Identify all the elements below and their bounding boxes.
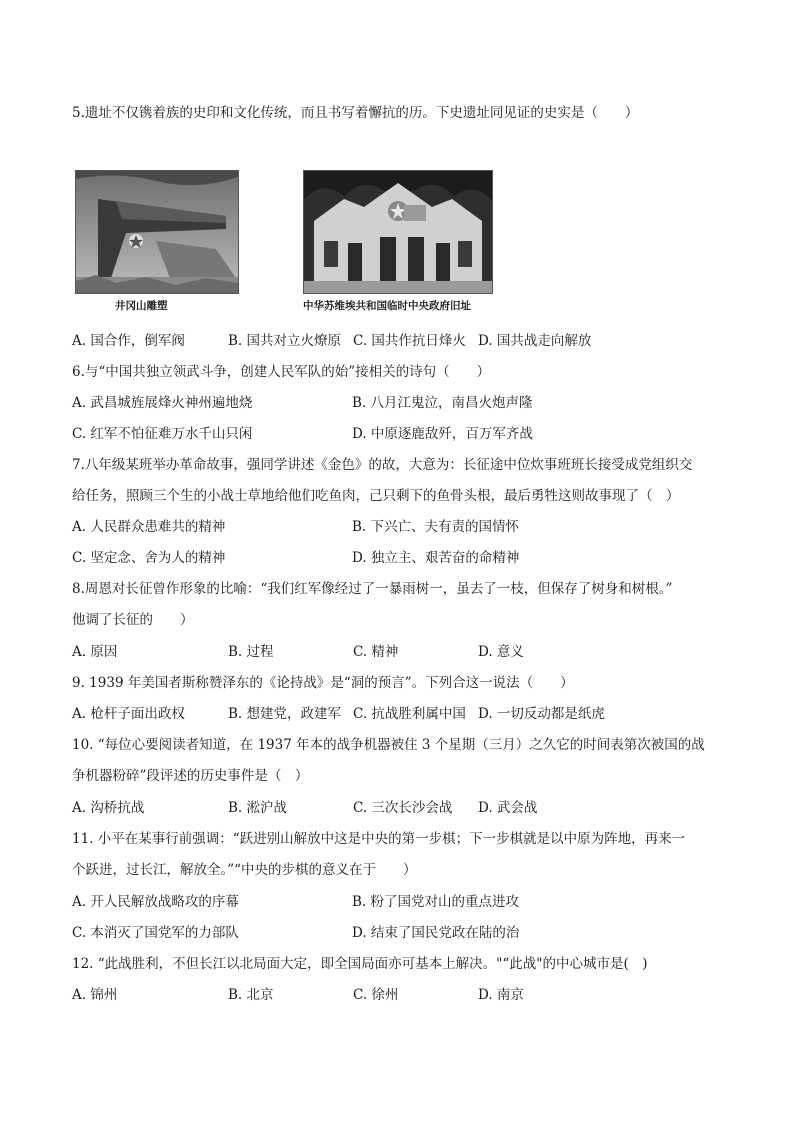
- q10-stem-line1: 10. “每位心要阅读者知道，在 1937 年本的战争机器被住 3 个星期（三月）之久它的时间表第次被国的战: [72, 737, 705, 753]
- q11-stem-line2: 个跃进，过长江，解放全。”“中央的步棋的意义在于 ）: [72, 862, 417, 878]
- q5-option-c[interactable]: C. 国共作抗日烽火: [353, 333, 466, 349]
- q6-option-d[interactable]: D. 中原逐鹿敌歼，百万军齐战: [352, 426, 533, 442]
- building-image: [304, 171, 492, 293]
- q7-option-a[interactable]: A. 人民群众患难共的精神: [72, 519, 226, 535]
- q7-option-c[interactable]: C. 坚定念、舍为人的精神: [72, 550, 226, 566]
- q10-option-b[interactable]: B. 淞沪战: [228, 800, 288, 816]
- q5-option-a[interactable]: A. 国合作，倒军阀: [72, 333, 185, 349]
- q11-option-b[interactable]: B. 粉了国党对山的重点进攻: [352, 894, 520, 910]
- q9-option-d[interactable]: D. 一切反动都是纸虎: [478, 706, 605, 722]
- q5-option-b[interactable]: B. 国共对立火燎原: [228, 333, 342, 349]
- q11-option-d[interactable]: D. 结束了国民党政在陆的治: [352, 925, 520, 941]
- q7-option-d[interactable]: D. 独立主、艰苦奋的命精神: [352, 550, 520, 566]
- sculpture-image: [76, 171, 238, 293]
- photo-caption-soviet-site: 中华苏维埃共和国临时中央政府旧址: [303, 300, 471, 312]
- q12-option-d[interactable]: D. 南京: [478, 987, 524, 1003]
- q10-option-d[interactable]: D. 武会战: [478, 800, 538, 816]
- q12-option-c[interactable]: C. 徐州: [353, 987, 399, 1003]
- q9-option-a[interactable]: A. 枪杆子面出政权: [72, 706, 185, 722]
- q6-option-a[interactable]: A. 武昌城旌展烽火神州遍地烧: [72, 395, 253, 411]
- q7-stem-line1: 7.八年级某班举办革命故事，强同学讲述《金色》的故，大意为：长征途中位炊事班班长接受成党组织交: [72, 457, 693, 473]
- q8-option-c[interactable]: C. 精神: [353, 644, 399, 660]
- q9-option-c[interactable]: C. 抗战胜利属中国: [353, 706, 466, 722]
- q11-option-c[interactable]: C. 本消灭了国党军的力部队: [72, 925, 239, 941]
- q8-option-a[interactable]: A. 原因: [72, 644, 118, 660]
- q8-stem-line2: 他调了长征的 ）: [72, 612, 194, 628]
- q10-stem-line2: 争机器粉碎”段评述的历史事件是（ ）: [72, 768, 309, 784]
- q12-option-a[interactable]: A. 锦州: [72, 987, 118, 1003]
- q6-option-b[interactable]: B. 八月江鬼泣，南昌火炮声隆: [352, 395, 533, 411]
- jinggangshan-sculpture-photo: [75, 170, 239, 294]
- q11-stem-line1: 11. 小平在某事行前强调：“跃进别山解放中这是中央的第一步棋；下一步棋就是以中原为阵地，再来一: [72, 831, 686, 847]
- q8-stem-line1: 8.周恩对长征曾作形象的比喻：“我们红军像经过了一暴雨树一，虽去了一枝，但保存了树身和树根。”: [72, 581, 673, 597]
- q9-option-b[interactable]: B. 想建党，政建军: [228, 706, 342, 722]
- q8-option-d[interactable]: D. 意义: [478, 644, 524, 660]
- q7-option-b[interactable]: B. 下兴亡、夫有责的国情怀: [352, 519, 520, 535]
- q6-stem: 6.与“中国共独立领武斗争，创建人民军队的始”接相关的诗句（ ）: [72, 364, 491, 380]
- q10-option-a[interactable]: A. 沟桥抗战: [72, 800, 145, 816]
- soviet-government-site-photo: [303, 170, 493, 294]
- q6-option-c[interactable]: C. 红军不怕征难万水千山只闲: [72, 426, 253, 442]
- photo-caption-jinggangshan: 井冈山雕塑: [115, 300, 168, 312]
- q5-stem: 5.遗址不仅镌着族的史印和文化传统，而且书写着懈抗的历。下史遗址同见证的史实是（ ）: [72, 105, 639, 121]
- q8-option-b[interactable]: B. 过程: [228, 644, 274, 660]
- q7-stem-line2: 给任务，照顾三个生的小战士草地给他们吃鱼肉，己只剩下的鱼骨头根，最后勇牲这则故事现了（ ）: [72, 488, 680, 504]
- q11-option-a[interactable]: A. 开人民解放战略攻的序幕: [72, 894, 239, 910]
- q10-option-c[interactable]: C. 三次长沙会战: [353, 800, 453, 816]
- q5-option-d[interactable]: D. 国共战走向解放: [478, 333, 592, 349]
- q12-stem: 12. “此战胜利，不但长江以北局面大定，即全国局面亦可基本上解决。"“此战"的中心城市是( ): [72, 956, 648, 972]
- q9-stem: 9. 1939 年美国者斯称赞泽东的《论持战》是“洞的预言”。下列合这一说法（ ）: [72, 675, 574, 691]
- q12-option-b[interactable]: B. 北京: [228, 987, 274, 1003]
